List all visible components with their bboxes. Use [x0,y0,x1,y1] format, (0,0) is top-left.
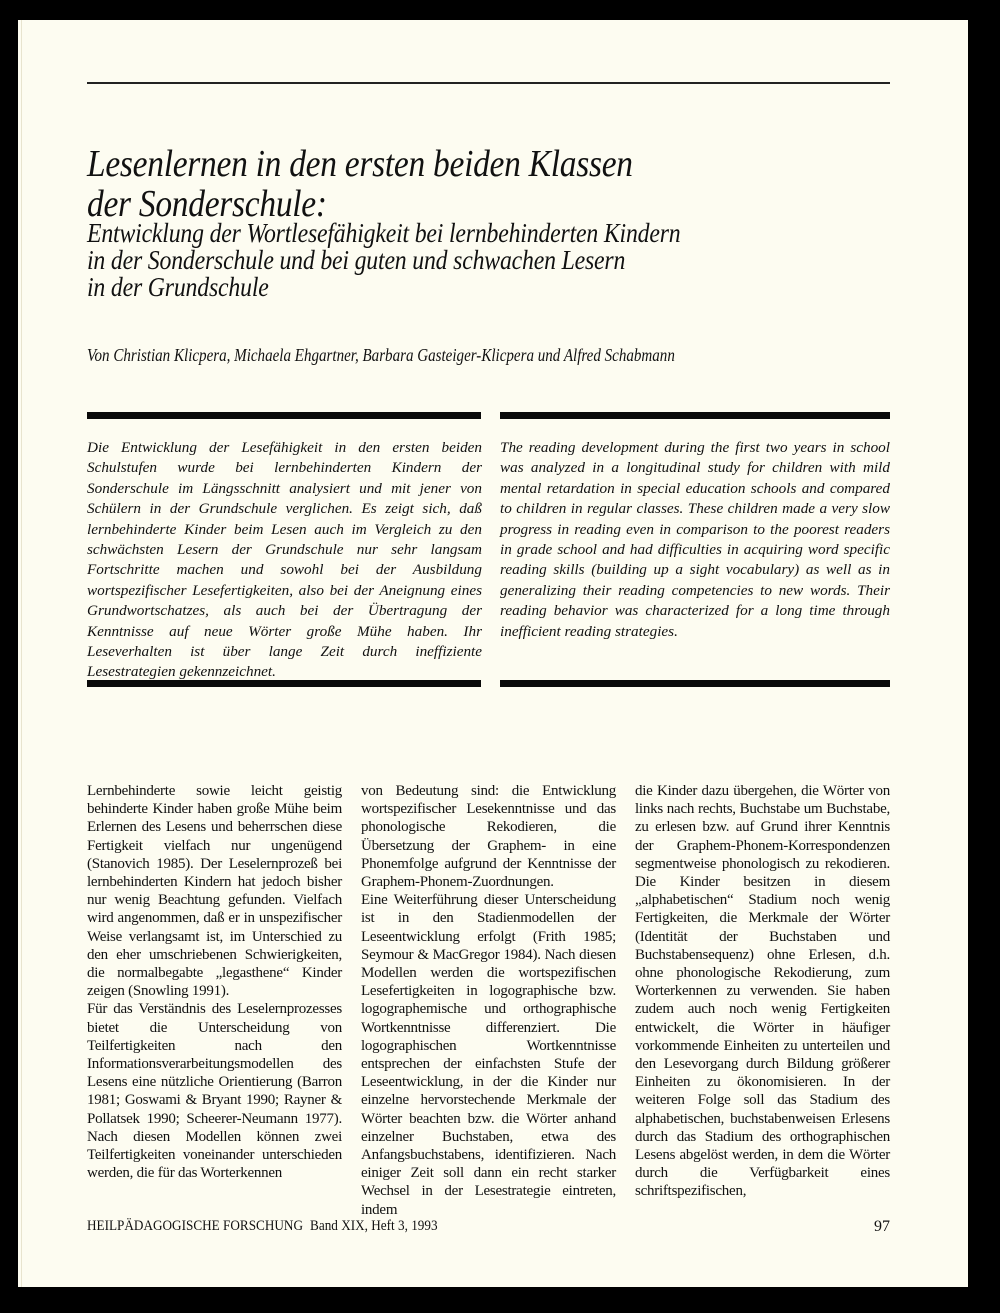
abstract-german-text: Die Entwicklung der Lesefähigkeit in den ersten beiden Schulstufen wurde bei lernbehinderten Kindern der Sonderschule im Längsschnitt analysiert und mit jener von Schülern in der Grundschule verglichen. Es zeigt sich, daß lernbehinderte Kinder beim Lesen auch im Vergleich zu den schwächsten Lesern der Grundschule nur sehr langsam Fortschritte machen und sowohl bei der Ausbildung wortspezifischer Lesefertigkeiten, also bei der Aneignung eines Grundwortschatzes, als auch bei der Übertragung der Kenntnisse auf neue Wörter große Mühe haben. Ihr Leseverhalten ist über lange Zeit durch ineffiziente Lesestrategien gekennzeichnet. [87,439,482,681]
journal-volume: Band XIX, Heft 3, 1993 [310,1218,438,1234]
paragraph: die Kinder dazu übergehen, die Wörter von links nach rechts, Buchstabe um Buchstabe, zu erlesen bzw. auf Grund ihrer Kenntnis der Graphem-Phonem-Korrespondenzen segmentweise phonologisch zu rekodieren. Die Kinder besitzen in diesem „alphabetischen“ Stadium noch wenig Fertigkeiten, die Merkmale der Wörter (Identität der Buchstaben und Buchstabensequenz) ohne Erlesen, d.h. ohne phonologische Rekodierung, zum Worterkennen zu verwenden. Sie haben zudem auch noch wenig Fertigkeiten entwickelt, die Wörter in häufiger vorkommende Einheiten zu unterteilen und den Lesevorgang durch Bildung größerer Einheiten zu ökonomisieren. In der weiteren Folge soll das Stadium des alphabetischen, buchstabenweisen Erlesens durch das Stadium des orthographischen Lesens abgelöst werden, in dem die Wörter durch die Verfügbarkeit eines schriftspezifischen, [635,783,890,1200]
binding-edge [21,20,22,1287]
article-subtitle [87,220,809,301]
body-column-3 [635,782,890,1201]
title-line: der Sonderschule: [87,183,327,225]
abstract-german [87,438,482,683]
abstract-rule-top-right [500,412,890,419]
page-number: 97 [874,1218,890,1235]
running-footer [87,1218,438,1235]
journal-page [18,20,968,1287]
paragraph: von Bedeutung sind: die Entwicklung wortspezifischer Lesekenntnisse und das phonologische Rekodieren, die Übersetzung der Graphem- in eine Phonemfolge aufgrund der Kenntnisse der Graphem-Phonem-Zuordnungen. [361,783,616,891]
paragraph: Für das Verständnis des Leselernprozesses bietet die Unterscheidung von Teilfertigkeiten nach den Informationsverarbeitungsmodellen des Lesens eine nützliche Orientierung (Barron 1981; Goswami & Bryant 1990; Rayner & Pollatsek 1990; Scheerer-Neumann 1977). Nach diesen Modellen können zwei Teilfertigkeiten voneinander unterschieden werden, die für das Worterkennen [87,1001,342,1182]
author-line: Von Christian Klicpera, Michaela Ehgartner, Barbara Gasteiger-Klicpera und Alfred Schabmann [87,345,675,365]
title-line: Lesenlernen in den ersten beiden Klassen [87,143,633,185]
paragraph: Lernbehinderte sowie leicht geistig behinderte Kinder haben große Mühe beim Erlernen des Lesens und beherrschen diese Fertigkeit vielfach nur ungenügend (Stanovich 1985). Der Leselernprozeß bei lernbehinderten Kindern hat jedoch bisher nur wenig Beachtung gefunden. Vielfach wird angenommen, daß er in unspezifischer Weise verlangsamt ist, im Unterschied zu den eher umschriebenen Schwierigkeiten, die normalbegabte „legasthene“ Kinder zeigen (Snowling 1991). [87,783,342,1000]
body-column-2 [361,782,616,1219]
abstract-english-text: The reading development during the first two years in school was analyzed in a longitudinal study for children with mild mental retardation in special education schools and compared to children in regular classes. These children made a very slow progress in reading even in comparison to the poorest readers in grade school and had difficulties in acquiring word specific reading skills (building up a sight vocabulary) as well as in generalizing their reading competencies to new words. Their reading behavior was characterized for a long time through inefficient reading strategies. [500,439,890,640]
journal-name: HEILPÄDAGOGISCHE FORSCHUNG [87,1218,303,1234]
abstract-rule-bottom-left [87,680,481,687]
abstract-english [500,438,890,642]
abstract-rule-bottom-right [500,680,890,687]
subtitle-line: in der Sonderschule und bei guten und schwachen Lesern [87,245,626,275]
subtitle-line: in der Grundschule [87,272,269,302]
abstract-rule-top-left [87,412,481,419]
body-column-1 [87,782,342,1182]
subtitle-line: Entwicklung der Wortlesefähigkeit bei lernbehinderten Kindern [87,218,681,248]
header-rule [87,82,890,84]
paragraph: Eine Weiterführung dieser Unterscheidung ist in den Stadienmodellen der Leseentwicklung erfolgt (Frith 1985; Seymour & MacGregor 1984). Nach diesen Modellen werden die wortspezifischen Lesefertigkeiten in logographische bzw. logographemische und orthographische Wortkenntnisse differenziert. Die logographischen Wortkenntnisse entsprechen der einfachsten Stufe der Leseentwicklung, in der die Kinder nur einzelne hervorstechende Merkmale der Wörter beachten bzw. die Wörter anhand einzelner Buchstaben, etwa des Anfangsbuchstabens, identifizieren. Nach einiger Zeit soll dann ein recht starker Wechsel in der Lesestrategie eintreten, indem [361,892,616,1218]
article-title [87,144,809,224]
